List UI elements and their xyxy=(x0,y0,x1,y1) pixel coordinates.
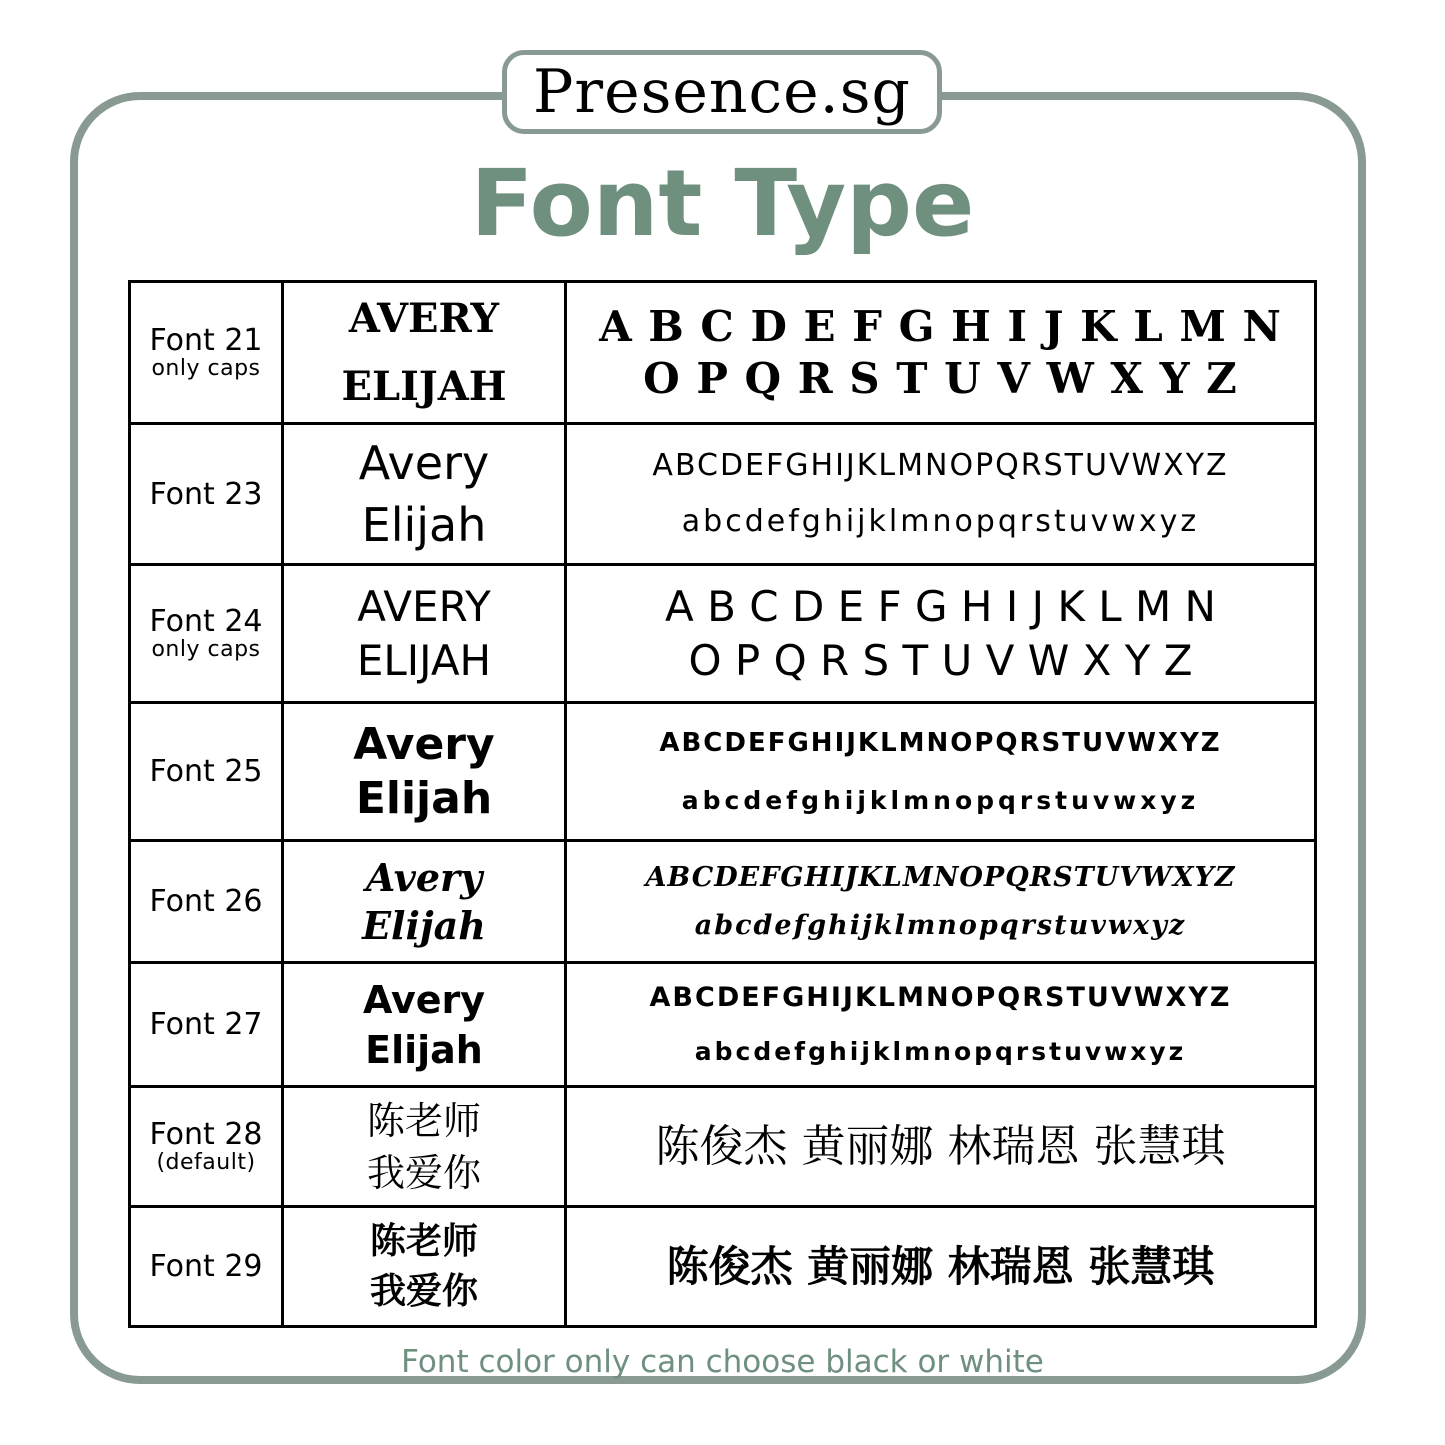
sample-cell xyxy=(283,282,566,424)
font-label: Font 29 xyxy=(149,1249,263,1284)
font-table xyxy=(128,280,1317,1328)
font-row xyxy=(130,963,1316,1087)
sample-cell xyxy=(283,963,566,1087)
sample-last: ELIJAH xyxy=(341,362,507,410)
sample-cell xyxy=(283,1207,566,1327)
font-note: only caps xyxy=(151,355,261,381)
alphabet-cell xyxy=(566,1087,1316,1207)
sample-cell xyxy=(283,1087,566,1207)
font-row xyxy=(130,1087,1316,1207)
footer-note: Font color only can choose black or white xyxy=(401,1344,1044,1380)
font-note: only caps xyxy=(151,636,261,662)
sample-cell xyxy=(283,565,566,703)
sample-cell xyxy=(283,424,566,565)
font-row xyxy=(130,282,1316,424)
alphabet-cell xyxy=(566,703,1316,841)
alphabet-line-1: ABCDEFGHIJKLMNOPQRSTUVWXYZ xyxy=(659,727,1222,758)
sample-last: Elijah xyxy=(365,1027,483,1072)
font-label: Font 28 xyxy=(149,1116,263,1152)
sample-last: ELIJAH xyxy=(356,635,492,685)
alphabet-line-2: abcdefghijklmnopqrstuvwxyz xyxy=(694,909,1187,941)
alphabet-cell xyxy=(566,565,1316,703)
alphabet-line-2: O P Q R S T U V W X Y Z xyxy=(643,353,1238,403)
font-label-cell xyxy=(130,963,283,1087)
alphabet-line-1: 陈俊杰 黄丽娜 林瑞恩 张慧琪 xyxy=(655,1120,1226,1172)
font-label-cell xyxy=(130,841,283,963)
alphabet-cell xyxy=(566,1207,1316,1327)
sample-first: Avery xyxy=(362,977,486,1022)
alphabet-line-2: O P Q R S T U V W X Y Z xyxy=(688,635,1193,685)
alphabet-line-1: 陈俊杰 黄丽娜 林瑞恩 张慧琪 xyxy=(666,1241,1215,1291)
font-label: Font 21 xyxy=(149,322,263,358)
font-row xyxy=(130,841,1316,963)
alphabet-cell xyxy=(566,424,1316,565)
alphabet-line-2: abcdefghijklmnopqrstuvwxyz xyxy=(681,785,1200,815)
alphabet-cell xyxy=(566,963,1316,1087)
alphabet-cell xyxy=(566,841,1316,963)
page-title: Font Type xyxy=(470,150,975,257)
font-label-cell xyxy=(130,1087,283,1207)
font-label: Font 24 xyxy=(149,603,263,639)
alphabet-line-1: ABCDEFGHIJKLMNOPQRSTUVWXYZ xyxy=(652,448,1229,483)
font-label-cell xyxy=(130,703,283,841)
font-label-cell xyxy=(130,424,283,565)
alphabet-cell xyxy=(566,282,1316,424)
font-label: Font 26 xyxy=(149,884,263,919)
alphabet-line-1: ABCDEFGHIJKLMNOPQRSTUVWXYZ xyxy=(645,861,1236,893)
alphabet-line-1: A B C D E F G H I J K L M N xyxy=(599,301,1282,351)
sample-last: Elijah xyxy=(361,498,487,552)
sample-first: Avery xyxy=(365,854,483,900)
sample-first: AVERY xyxy=(357,581,491,631)
alphabet-line-2: abcdefghijklmnopqrstuvwxyz xyxy=(694,1036,1187,1066)
sample-first: 陈老师 xyxy=(369,1220,478,1262)
sample-cell xyxy=(283,841,566,963)
font-label-cell xyxy=(130,1207,283,1327)
font-label-cell xyxy=(130,282,283,424)
alphabet-line-2: abcdefghijklmnopqrstuvwxyz xyxy=(681,504,1200,539)
sample-first: AVERY xyxy=(348,294,500,342)
sample-first: Avery xyxy=(358,436,490,490)
brand-logo: Presence.sg xyxy=(502,50,942,134)
font-label: Font 27 xyxy=(149,1007,263,1042)
sample-last: Elijah xyxy=(362,902,486,948)
sample-first: 陈老师 xyxy=(366,1098,481,1143)
font-row xyxy=(130,703,1316,841)
font-label: Font 23 xyxy=(149,476,263,512)
font-label-cell xyxy=(130,565,283,703)
font-label: Font 25 xyxy=(149,754,263,789)
font-note: (default) xyxy=(156,1149,256,1175)
font-row xyxy=(130,424,1316,565)
sample-last: 我爱你 xyxy=(369,1270,478,1312)
sample-last: 我爱你 xyxy=(366,1150,481,1195)
sample-first: Avery xyxy=(353,718,495,770)
alphabet-line-1: A B C D E F G H I J K L M N xyxy=(665,581,1216,631)
font-row xyxy=(130,565,1316,703)
sample-last: Elijah xyxy=(355,772,493,824)
font-row xyxy=(130,1207,1316,1327)
alphabet-line-1: ABCDEFGHIJKLMNOPQRSTUVWXYZ xyxy=(649,981,1232,1013)
sample-cell xyxy=(283,703,566,841)
